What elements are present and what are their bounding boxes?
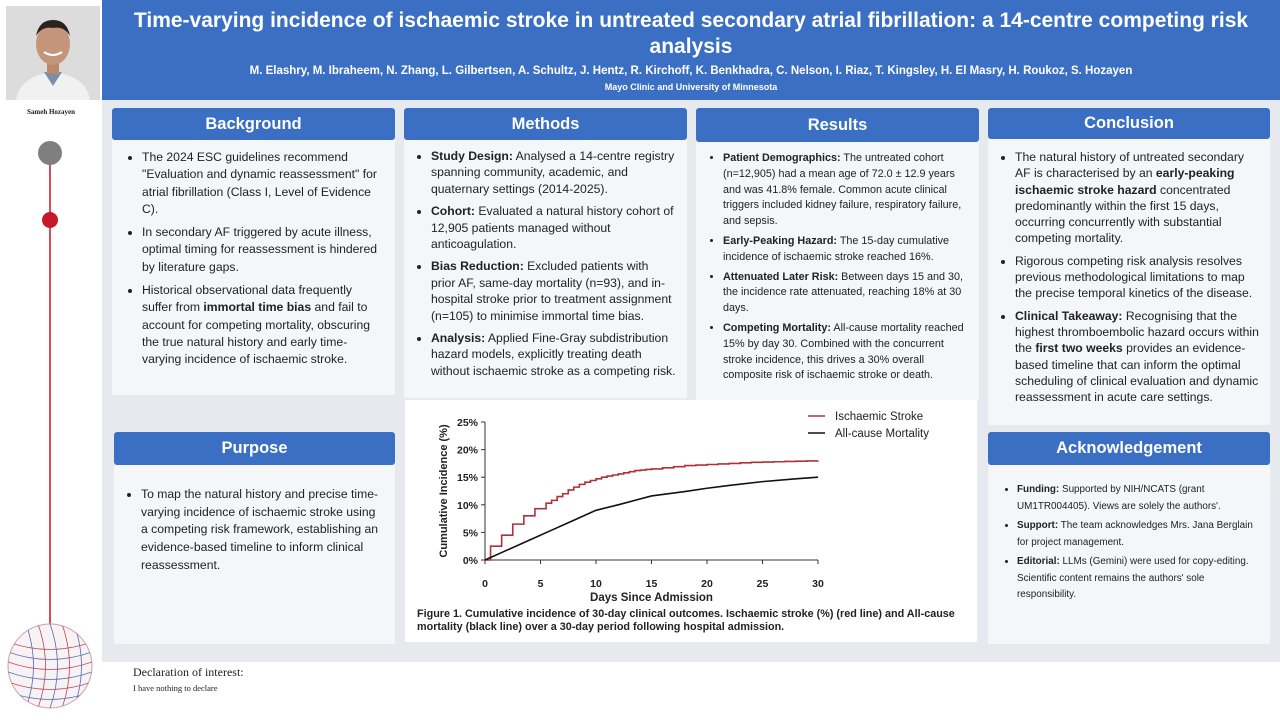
background-list — [142, 149, 382, 375]
conclusion-item — [1015, 308, 1260, 406]
acknowledgement-item — [1017, 554, 1259, 604]
purpose-list — [141, 486, 383, 581]
results-item — [723, 270, 969, 317]
methods-item-text: Excluded patients with prior AF, same-day mortality (n=93), and in-hospital stroke prior to treatment assignment (n=105) to minimise immortal time bias. — [431, 259, 672, 323]
background-item-text: In secondary AF triggered by acute illness, optimal timing for reassessment is hindered by literature gaps. — [142, 225, 378, 274]
background-item-text: Historical observational data frequently suffer from — [142, 283, 353, 315]
presenter-photo-icon — [6, 6, 100, 100]
results-list — [723, 151, 969, 388]
conclusion-item-text: Rigorous competing risk analysis resolves previous methodological limitations to map the precise temporal kinetics of the disease. — [1015, 253, 1253, 301]
methods-item — [431, 203, 676, 252]
conclusion-item-text: The natural history of untreated secondary AF is characterised by an — [1015, 150, 1244, 181]
results-item — [723, 234, 969, 266]
y-axis-label: Cumulative Incidence (%) — [438, 424, 450, 558]
background-item-emphasis: immortal time bias — [203, 300, 312, 315]
background-item-text: and fail to account for competing mortality, obscuring the true natural history and early time-varying incidence of ischaemic stroke. — [142, 300, 371, 367]
conclusion-item-text: Recognising that the highest thromboembolic hazard occurs within the — [1015, 308, 1259, 356]
timeline-dot-red — [42, 212, 58, 228]
results-item — [723, 151, 969, 230]
conclusion-heading: Conclusion — [988, 108, 1270, 139]
methods-item-text: Evaluated a natural history cohort of 12,905 patients managed without anticoagulation. — [431, 204, 674, 252]
results-item-label: Competing Mortality: — [723, 321, 831, 334]
acknowledgement-list — [1017, 482, 1259, 607]
conclusion-item-text: provides an evidence-based timeline that can inform the optimal scheduling of clinical evaluation and dynamic reassessment in acute care settings. — [1015, 341, 1259, 405]
methods-item-label: Analysis: — [431, 331, 486, 346]
presenter-photo — [6, 6, 100, 100]
methods-item-text: Applied Fine-Gray subdistribution hazard models, explicitly treating death without ischaemic stroke as a competing risk. — [431, 331, 676, 378]
methods-item — [431, 148, 676, 197]
declaration-text: I have nothing to declare — [133, 683, 218, 693]
methods-item-label: Bias Reduction: — [431, 259, 524, 274]
results-heading: Results — [696, 108, 979, 142]
x-tick-label: 25 — [756, 578, 769, 590]
x-tick-label: 5 — [537, 578, 544, 590]
y-ticks — [457, 417, 485, 567]
y-tick-label: 5% — [462, 527, 478, 540]
declaration-title: Declaration of interest: — [133, 665, 244, 679]
purpose-item: • To map the natural history and precise time-varying incidence of ischaemic stroke using a competing risk framework, establishing an evidence-based timeline to inform clinical reassessment. — [141, 486, 383, 575]
acknowledgement-item-label: Funding: — [1017, 484, 1060, 495]
background-item — [142, 149, 382, 218]
acknowledgement-item-text: Supported by NIH/NCATS (grant UM1TR004405). Views are solely the authors'. — [1017, 484, 1221, 512]
results-item-label: Early-Peaking Hazard: — [723, 234, 838, 247]
x-axis-label: Days Since Admission — [590, 592, 713, 604]
results-item-label: Patient Demographics: — [723, 152, 841, 164]
legend-label: All-cause Mortality — [835, 428, 929, 440]
figure-caption: Figure 1. Cumulative incidence of 30-day clinical outcomes. Ischaemic stroke (%) (red line) and All-cause mortality (black line) over a 30-day period following hospital admission. — [417, 608, 955, 633]
ischaemic-stroke-line — [485, 461, 818, 560]
methods-item-label: Cohort: — [431, 204, 475, 219]
methods-item-label: Study Design: — [431, 149, 513, 163]
chart-legend — [808, 411, 929, 440]
conclusion-item-label: Clinical Takeaway: — [1015, 308, 1123, 323]
conclusion-item — [1015, 253, 1260, 302]
y-tick-label: 15% — [456, 472, 478, 485]
results-item-text: All-cause mortality reached 15% by day 30. Combined with the concurrent stroke incidence, this drives a 30% overall composite risk of ischaemic stroke or death. — [723, 321, 964, 382]
all-cause-mortality-line — [485, 477, 818, 560]
chart-series — [485, 461, 818, 560]
background-item-text: The 2024 ESC guidelines recommend "Evaluation and dynamic reassessment" for atrial fibrillation (Class I, Level of Evidence C). — [142, 150, 377, 216]
left-strip — [0, 0, 102, 720]
declaration — [133, 665, 244, 693]
conclusion-item-emphasis: first two weeks — [1035, 341, 1123, 356]
poster-title: Time-varying incidence of ischaemic stroke in untreated secondary atrial fibrillation: a 14-centre competing risk analysis — [133, 9, 1249, 58]
incidence-chart — [405, 400, 977, 605]
legend-label: Ischaemic Stroke — [835, 411, 924, 423]
methods-item — [431, 330, 676, 379]
acknowledgement-heading: Acknowledgement — [988, 432, 1270, 465]
results-item — [723, 321, 969, 384]
acknowledgement-item-text: LLMs (Gemini) were used for copy-editing. Scientific content remains the authors' sole responsibility. — [1017, 556, 1249, 600]
methods-item-text: Analysed a 14-centre registry spanning community, academic, and quaternary settings (2014-2025). — [431, 149, 675, 196]
purpose-heading: Purpose — [114, 432, 395, 465]
results-item-label: Attenuated Later Risk: — [723, 270, 839, 283]
conclusion-item — [1015, 149, 1260, 247]
acknowledgement-item-label: Editorial: — [1017, 556, 1060, 567]
y-tick-label: 0% — [462, 555, 478, 567]
acknowledgement-item — [1017, 482, 1259, 515]
background-item — [142, 282, 382, 368]
x-tick-label: 10 — [590, 578, 602, 590]
acknowledgement-item-label: Support: — [1017, 520, 1059, 531]
poster-header — [102, 0, 1280, 100]
y-tick-label: 10% — [456, 499, 478, 512]
methods-heading: Methods — [404, 108, 687, 140]
acknowledgement-item-text: The team acknowledges Mrs. Jana Berglain for project management. — [1017, 520, 1253, 548]
background-item — [142, 224, 382, 276]
results-item-text: Between days 15 and 30, the incidence rate attenuated, reaching 18% at 30 days. — [723, 270, 964, 315]
chart-axes — [485, 422, 818, 560]
globe-logo-icon — [6, 622, 94, 710]
poster-authors: M. Elashry, M. Ibraheem, N. Zhang, L. Gilbertsen, A. Schultz, J. Hentz, R. Kirchoff, K. Benkhadra, C. Nelson, I. Riaz, T. Kingsley, H. El Masry, H. Roukoz, S. Hozayen — [249, 65, 1133, 77]
conclusion-list — [1015, 149, 1260, 411]
poster-affiliation: Mayo Clinic and University of Minnesota — [604, 82, 778, 92]
conclusion-item-emphasis: early-peaking ischaemic stroke hazard — [1015, 166, 1235, 197]
results-item-text: The 15-day cumulative incidence of ischaemic stroke reached 16%. — [723, 234, 950, 263]
results-item-text: The untreated cohort (n=12,905) had a mean age of 72.0 ± 12.9 years and was 41.8% female. Common acute clinical triggers included kidney failure, respiratory failure, and sepsis. — [723, 152, 962, 228]
x-tick-label: 30 — [812, 578, 824, 590]
background-heading: Background — [112, 108, 395, 140]
x-tick-label: 0 — [482, 578, 488, 590]
acknowledgement-item — [1017, 518, 1259, 551]
x-ticks — [482, 560, 824, 590]
methods-item — [431, 258, 676, 324]
y-tick-label: 25% — [456, 417, 478, 429]
y-tick-label: 20% — [456, 444, 478, 457]
x-tick-label: 20 — [701, 578, 713, 590]
x-tick-label: 15 — [645, 578, 658, 590]
timeline-dot-grey — [38, 141, 62, 165]
methods-list — [431, 148, 676, 385]
presenter-name: Sameh Hozayen — [26, 108, 76, 116]
conclusion-item-text: concentrated predominantly within the first 15 days, occurring concurrently with substantial competing mortality. — [1015, 182, 1231, 246]
